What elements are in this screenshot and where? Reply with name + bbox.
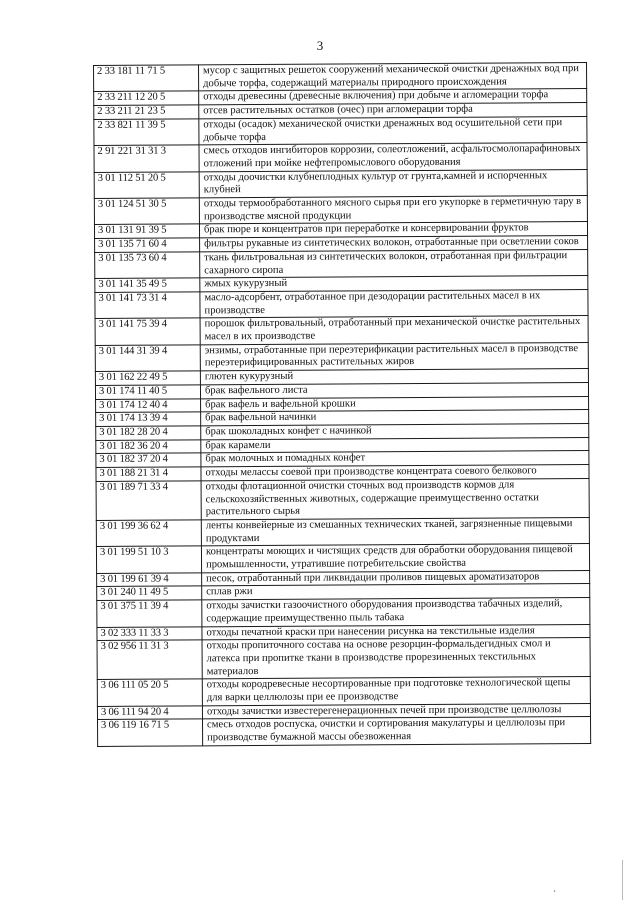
waste-code-cell: 3 06 119 16 71 5 xyxy=(98,719,203,746)
waste-code-cell: 3 06 111 94 20 4 xyxy=(97,706,202,720)
waste-code-cell: 3 01 131 91 39 5 xyxy=(94,224,199,238)
waste-code-cell: 3 01 141 75 39 4 xyxy=(95,318,200,345)
waste-code-cell: 3 01 141 73 31 4 xyxy=(95,292,200,319)
waste-name-cell: энзимы, отработанные при переэтерификации растительных масел в производстве переэтерифицированных растительных жиров xyxy=(200,342,588,371)
waste-code-cell: 3 02 333 11 33 3 xyxy=(97,626,202,640)
waste-code-cell: 3 01 174 11 40 5 xyxy=(95,385,200,399)
waste-name-cell: ленты конвейерные из смешанных технических тканей, загрязненные пищевыми продуктами xyxy=(201,517,589,546)
waste-name-cell: фильтры рукавные из синтетических волокон, отработанные при осветлении соков xyxy=(200,236,588,252)
waste-code-cell: 3 01 174 13 39 4 xyxy=(96,412,201,426)
waste-name-cell: концентраты моющих и чистящих средств для обработки оборудования пищевой промышленности, утратившие потребительские свойства xyxy=(201,544,589,573)
table-row xyxy=(95,249,588,278)
waste-name-cell: отходы зачистки газоочистного оборудования производства табачных изделий, содержащие преимущественно пыль табака xyxy=(202,598,590,627)
table-row xyxy=(97,598,590,627)
waste-name-cell: отходы печатной краски при нанесении рисунка на текстильные изделия xyxy=(202,624,590,640)
waste-name-cell: песок, отработанный при ликвидации проливов пищевых ароматизаторов xyxy=(202,570,590,586)
waste-classification-table xyxy=(93,62,591,747)
table-row xyxy=(95,316,588,345)
table-row xyxy=(94,62,587,91)
waste-name-cell: отсев растительных остатков (очес) при агломерации торфа xyxy=(199,103,587,119)
waste-code-cell: 3 01 141 35 49 5 xyxy=(95,278,200,292)
waste-name-cell: порошок фильтровальный, отработанный при механической очистке растительных масел в их производстве xyxy=(200,316,588,345)
waste-code-cell: 2 91 221 31 31 3 xyxy=(94,145,199,172)
table-row xyxy=(94,196,587,225)
waste-code-cell: 3 01 182 28 20 4 xyxy=(96,426,201,440)
waste-code-cell: 3 01 162 22 49 5 xyxy=(95,371,200,385)
table-row xyxy=(94,116,587,145)
waste-name-cell: брак вафельного листа xyxy=(200,382,588,398)
waste-code-cell: 2 33 821 11 39 5 xyxy=(94,119,199,146)
table-row xyxy=(97,638,590,680)
table-row xyxy=(96,478,589,520)
waste-name-cell: брак пюре и концентратов при переработке и консервировании фруктов xyxy=(199,222,587,238)
waste-name-cell: жмых кукурузный xyxy=(200,276,588,292)
waste-name-cell: мусор с защитных решеток сооружений механической очистки дренажных вод при добыче торфа, содержащий материалы природного происхождения xyxy=(199,62,587,91)
waste-name-cell: отходы древесины (древесные включения) при добыче и агломерации торфа xyxy=(199,89,587,105)
waste-name-cell: отходы термообработанного мясного сырья при его укупорке в герметичную тару в производстве мясной продукции xyxy=(199,196,587,225)
waste-name-cell: отходы пропиточного состава на основе резорцин-формальдегидных смол и латекса при пропитке ткани в производстве прорезиненных текстильных материалов xyxy=(202,638,590,679)
waste-name-cell: брак карамели xyxy=(201,437,589,453)
waste-name-cell: брак вафельной начинки xyxy=(201,410,589,426)
scan-mark: ¸ xyxy=(553,882,556,892)
waste-name-cell: брак шоколадных конфет с начинкой xyxy=(201,423,589,439)
table-row xyxy=(95,342,588,371)
waste-code-cell: 3 02 956 11 31 3 xyxy=(97,640,202,680)
waste-name-cell: брак вафель и вафельной крошки xyxy=(201,396,589,412)
table-row xyxy=(98,717,591,746)
waste-name-cell: отходы флотационной очистки сточных вод производств кормов для сельскохозяйственных животных, содержащие преимущественно остатки растительного сырья xyxy=(201,478,589,519)
waste-name-cell: масло-адсорбент, отработанное при дезодорации растительных масел в их производстве xyxy=(200,289,588,318)
waste-code-cell: 3 01 188 21 31 4 xyxy=(96,467,201,481)
waste-name-cell: ткань фильтровальная из синтетических волокон, отработанная при фильтрации сахарного сиропа xyxy=(200,249,588,278)
waste-code-cell: 3 01 182 37 20 4 xyxy=(96,453,201,467)
waste-name-cell: отходы (осадок) механической очистки дренажных вод осушительной сети при добыче торфа xyxy=(199,116,587,145)
waste-code-cell: 3 01 199 51 10 3 xyxy=(96,546,201,573)
table-row xyxy=(94,143,587,172)
waste-code-cell: 2 33 211 21 23 5 xyxy=(94,105,199,119)
waste-code-cell: 3 01 174 12 40 4 xyxy=(96,398,201,412)
waste-name-cell: глютен кукурузный xyxy=(200,369,588,385)
table-row xyxy=(96,517,589,546)
waste-code-cell: 3 01 135 71 60 4 xyxy=(95,238,200,252)
waste-name-cell: отходы кородревесные несортированные при подготовке технологической щепы для варки целлюлозы при ее производстве xyxy=(202,677,590,706)
waste-code-cell: 2 33 181 11 71 5 xyxy=(94,65,199,92)
waste-code-cell: 2 33 211 12 20 5 xyxy=(94,91,199,105)
table-row xyxy=(96,544,589,573)
waste-name-cell: брак молочных и помадных конфет xyxy=(201,451,589,467)
waste-code-cell: 3 01 144 31 39 4 xyxy=(95,345,200,372)
page-number: 3 xyxy=(316,38,324,53)
waste-name-cell: сплав ржи xyxy=(202,584,590,600)
waste-name-cell: смесь отходов роспуска, очистки и сортирования макулатуры и целлюлозы при производстве бумажной массы обезвоженная xyxy=(202,717,590,746)
waste-name-cell: отходы мелассы соевой при производстве концентрата соевого белкового xyxy=(201,465,589,481)
waste-code-cell: 3 01 182 36 20 4 xyxy=(96,440,201,454)
waste-code-cell: 3 01 199 36 62 4 xyxy=(96,520,201,547)
waste-code-cell: 3 01 124 51 30 5 xyxy=(94,198,199,225)
waste-code-cell: 3 06 111 05 20 5 xyxy=(97,679,202,706)
waste-code-cell: 3 01 199 61 39 4 xyxy=(97,573,202,587)
waste-name-cell: смесь отходов ингибиторов коррозии, солеотложений, асфальтосмолопарафиновых отложений при мойке нефтепромыслового оборудования xyxy=(199,143,587,172)
table-row xyxy=(94,169,587,198)
table-row xyxy=(95,289,588,318)
scan-edge-line xyxy=(622,860,623,900)
waste-name-cell: отходы доочистки клубнеплодных культур от грунта,камней и испорченных клубней xyxy=(199,169,587,198)
waste-name-cell: отходы зачистки известерегенерационных печей при производстве целлюлозы xyxy=(202,703,590,719)
waste-code-cell: 3 01 135 73 60 4 xyxy=(95,252,200,279)
waste-code-cell: 3 01 112 51 20 5 xyxy=(94,171,199,198)
waste-code-cell: 3 01 375 11 39 4 xyxy=(97,600,202,627)
waste-code-cell: 3 01 240 11 49 5 xyxy=(97,586,202,600)
table-row xyxy=(97,677,590,706)
waste-code-cell: 3 01 189 71 33 4 xyxy=(96,481,201,521)
